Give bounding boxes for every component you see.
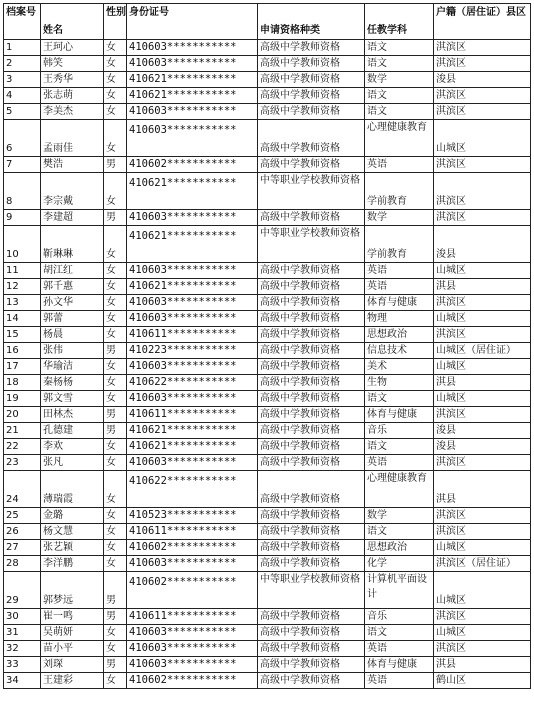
cell-file-no: 22 [4, 439, 41, 455]
cell-gender: 男 [104, 157, 127, 173]
cell-residence: 山城区 [434, 263, 531, 279]
cell-gender: 女 [104, 279, 127, 295]
cell-residence: 淇滨区（居住证） [434, 556, 531, 572]
cell-subject: 语文 [365, 56, 434, 72]
cell-subject: 生物 [365, 375, 434, 391]
cell-residence: 淇滨区 [434, 295, 531, 311]
cell-residence: 淇县 [434, 279, 531, 295]
cell-qualification: 高级中学教师资格 [258, 375, 365, 391]
cell-residence: 淇县 [434, 375, 531, 391]
cell-name: 李洋鹏 [41, 556, 104, 572]
cell-subject: 数学 [365, 72, 434, 88]
cell-gender: 男 [104, 572, 127, 609]
cell-name: 李美杰 [41, 104, 104, 120]
cell-gender: 女 [104, 524, 127, 540]
cell-residence: 淇滨区 [434, 210, 531, 226]
roster-body [4, 40, 531, 689]
table-row [4, 609, 531, 625]
table-row [4, 641, 531, 657]
cell-id-no: 410621*********** [127, 439, 258, 455]
cell-subject: 语文 [365, 104, 434, 120]
cell-gender: 女 [104, 375, 127, 391]
cell-residence: 淇滨区 [434, 56, 531, 72]
cell-file-no: 10 [4, 226, 41, 263]
cell-name: 张艺颖 [41, 540, 104, 556]
cell-file-no: 23 [4, 455, 41, 471]
cell-file-no: 13 [4, 295, 41, 311]
cell-name: 胡江红 [41, 263, 104, 279]
cell-qualification: 中等职业学校教师资格 [258, 226, 365, 263]
cell-id-no: 410523*********** [127, 508, 258, 524]
cell-gender: 女 [104, 439, 127, 455]
cell-subject: 思想政治 [365, 540, 434, 556]
table-row [4, 359, 531, 375]
cell-gender: 女 [104, 508, 127, 524]
cell-file-no: 1 [4, 40, 41, 56]
cell-qualification: 高级中学教师资格 [258, 295, 365, 311]
table-row [4, 157, 531, 173]
cell-file-no: 19 [4, 391, 41, 407]
cell-name: 王珂心 [41, 40, 104, 56]
cell-name: 张伟 [41, 343, 104, 359]
cell-file-no: 9 [4, 210, 41, 226]
cell-file-no: 30 [4, 609, 41, 625]
cell-id-no: 410603*********** [127, 56, 258, 72]
cell-id-no: 410602*********** [127, 540, 258, 556]
cell-id-no: 410603*********** [127, 359, 258, 375]
roster-table [3, 3, 531, 689]
cell-residence: 淇滨区 [434, 641, 531, 657]
cell-subject: 音乐 [365, 423, 434, 439]
cell-id-no: 410621*********** [127, 423, 258, 439]
table-row [4, 423, 531, 439]
table-row [4, 40, 531, 56]
cell-qualification: 高级中学教师资格 [258, 40, 365, 56]
cell-id-no: 410603*********** [127, 556, 258, 572]
cell-file-no: 8 [4, 173, 41, 210]
cell-name: 孙文华 [41, 295, 104, 311]
cell-file-no: 6 [4, 120, 41, 157]
cell-id-no: 410603*********** [127, 295, 258, 311]
cell-file-no: 33 [4, 657, 41, 673]
cell-qualification: 高级中学教师资格 [258, 455, 365, 471]
cell-gender: 女 [104, 173, 127, 210]
table-row [4, 88, 531, 104]
cell-subject: 英语 [365, 279, 434, 295]
cell-file-no: 27 [4, 540, 41, 556]
cell-subject: 英语 [365, 673, 434, 689]
cell-residence: 淇滨区 [434, 157, 531, 173]
cell-residence: 山城区 [434, 359, 531, 375]
cell-subject: 英语 [365, 263, 434, 279]
cell-name: 刘琛 [41, 657, 104, 673]
cell-subject: 学前教育 [365, 173, 434, 210]
cell-subject: 体育与健康 [365, 295, 434, 311]
cell-name: 孟雨佳 [41, 120, 104, 157]
cell-qualification: 高级中学教师资格 [258, 625, 365, 641]
cell-id-no: 410622*********** [127, 375, 258, 391]
cell-gender: 女 [104, 88, 127, 104]
table-row [4, 407, 531, 423]
cell-qualification: 高级中学教师资格 [258, 673, 365, 689]
cell-id-no: 410603*********** [127, 40, 258, 56]
cell-name: 孔德建 [41, 423, 104, 439]
cell-id-no: 410603*********** [127, 625, 258, 641]
cell-name: 杨文慧 [41, 524, 104, 540]
cell-gender: 男 [104, 210, 127, 226]
cell-name: 李欢 [41, 439, 104, 455]
cell-gender: 女 [104, 40, 127, 56]
cell-file-no: 12 [4, 279, 41, 295]
table-row [4, 471, 531, 508]
cell-qualification: 高级中学教师资格 [258, 56, 365, 72]
cell-gender: 女 [104, 56, 127, 72]
table-header-row [4, 4, 531, 40]
cell-subject: 思想政治 [365, 327, 434, 343]
cell-residence: 浚县 [434, 439, 531, 455]
cell-residence: 淇滨区 [434, 40, 531, 56]
table-row [4, 120, 531, 157]
cell-qualification: 高级中学教师资格 [258, 279, 365, 295]
cell-gender: 女 [104, 625, 127, 641]
cell-subject: 语文 [365, 439, 434, 455]
header-qualification: 申请资格种类 [258, 4, 365, 40]
cell-qualification: 高级中学教师资格 [258, 359, 365, 375]
cell-subject: 英语 [365, 455, 434, 471]
cell-subject: 语文 [365, 391, 434, 407]
cell-residence: 淇滨区 [434, 104, 531, 120]
cell-gender: 女 [104, 556, 127, 572]
cell-id-no: 410603*********** [127, 120, 258, 157]
cell-gender: 女 [104, 455, 127, 471]
cell-id-no: 410603*********** [127, 311, 258, 327]
cell-qualification: 高级中学教师资格 [258, 471, 365, 508]
cell-residence: 淇滨区 [434, 88, 531, 104]
table-row [4, 625, 531, 641]
cell-id-no: 410602*********** [127, 673, 258, 689]
cell-qualification: 高级中学教师资格 [258, 210, 365, 226]
table-row [4, 375, 531, 391]
cell-qualification: 高级中学教师资格 [258, 657, 365, 673]
table-row [4, 524, 531, 540]
cell-id-no: 410622*********** [127, 471, 258, 508]
cell-file-no: 25 [4, 508, 41, 524]
cell-name: 王建彩 [41, 673, 104, 689]
cell-name: 苗小平 [41, 641, 104, 657]
cell-qualification: 高级中学教师资格 [258, 343, 365, 359]
cell-residence: 淇滨区 [434, 173, 531, 210]
table-row [4, 556, 531, 572]
cell-gender: 女 [104, 673, 127, 689]
cell-gender: 女 [104, 120, 127, 157]
cell-residence: 淇县 [434, 471, 531, 508]
cell-qualification: 高级中学教师资格 [258, 120, 365, 157]
cell-subject: 体育与健康 [365, 407, 434, 423]
table-row [4, 455, 531, 471]
cell-qualification: 高级中学教师资格 [258, 423, 365, 439]
header-residence: 户籍（居住证）县区 [434, 4, 531, 40]
cell-qualification: 高级中学教师资格 [258, 407, 365, 423]
table-row [4, 657, 531, 673]
cell-subject: 信息技术 [365, 343, 434, 359]
cell-residence: 淇滨区 [434, 327, 531, 343]
cell-id-no: 410621*********** [127, 173, 258, 210]
cell-qualification: 高级中学教师资格 [258, 104, 365, 120]
cell-id-no: 410621*********** [127, 88, 258, 104]
cell-file-no: 15 [4, 327, 41, 343]
cell-id-no: 410603*********** [127, 263, 258, 279]
cell-subject: 音乐 [365, 609, 434, 625]
table-row [4, 226, 531, 263]
cell-file-no: 29 [4, 572, 41, 609]
cell-subject: 英语 [365, 157, 434, 173]
cell-file-no: 24 [4, 471, 41, 508]
table-row [4, 572, 531, 609]
cell-name: 秦杨杨 [41, 375, 104, 391]
cell-file-no: 14 [4, 311, 41, 327]
table-row [4, 311, 531, 327]
table-row [4, 343, 531, 359]
cell-id-no: 410611*********** [127, 524, 258, 540]
cell-residence: 淇滨区 [434, 455, 531, 471]
cell-name: 金璐 [41, 508, 104, 524]
cell-qualification: 高级中学教师资格 [258, 88, 365, 104]
cell-file-no: 20 [4, 407, 41, 423]
cell-id-no: 410603*********** [127, 104, 258, 120]
cell-gender: 女 [104, 641, 127, 657]
table-row [4, 210, 531, 226]
cell-name: 薄瑞霞 [41, 471, 104, 508]
table-row [4, 540, 531, 556]
cell-gender: 男 [104, 407, 127, 423]
cell-subject: 美术 [365, 359, 434, 375]
cell-qualification: 高级中学教师资格 [258, 556, 365, 572]
table-row [4, 673, 531, 689]
cell-name: 郭文雪 [41, 391, 104, 407]
header-file-no: 档案号 [4, 4, 41, 40]
cell-name: 华瑜洁 [41, 359, 104, 375]
cell-gender: 女 [104, 104, 127, 120]
cell-name: 韩笑 [41, 56, 104, 72]
cell-name: 郭蕾 [41, 311, 104, 327]
cell-id-no: 410603*********** [127, 641, 258, 657]
cell-id-no: 410603*********** [127, 657, 258, 673]
cell-subject: 心理健康教育 [365, 471, 434, 508]
cell-name: 崔一鸣 [41, 609, 104, 625]
cell-id-no: 410603*********** [127, 455, 258, 471]
cell-qualification: 高级中学教师资格 [258, 508, 365, 524]
cell-gender: 女 [104, 471, 127, 508]
table-row [4, 173, 531, 210]
cell-residence: 山城区 [434, 120, 531, 157]
cell-name: 郭梦远 [41, 572, 104, 609]
cell-name: 吴萌妍 [41, 625, 104, 641]
cell-qualification: 高级中学教师资格 [258, 327, 365, 343]
cell-gender: 女 [104, 391, 127, 407]
cell-name: 田林杰 [41, 407, 104, 423]
cell-subject: 语文 [365, 40, 434, 56]
cell-residence: 山城区（居住证） [434, 343, 531, 359]
cell-file-no: 7 [4, 157, 41, 173]
cell-qualification: 中等职业学校教师资格 [258, 572, 365, 609]
cell-file-no: 3 [4, 72, 41, 88]
cell-residence: 淇滨区 [434, 407, 531, 423]
cell-residence: 浚县 [434, 72, 531, 88]
table-row [4, 104, 531, 120]
table-row [4, 72, 531, 88]
cell-gender: 女 [104, 295, 127, 311]
cell-file-no: 34 [4, 673, 41, 689]
header-id-no: 身份证号 [127, 4, 258, 40]
cell-qualification: 高级中学教师资格 [258, 311, 365, 327]
header-gender: 性别 [104, 4, 127, 40]
cell-subject: 数学 [365, 508, 434, 524]
table-row [4, 56, 531, 72]
cell-residence: 山城区 [434, 311, 531, 327]
cell-file-no: 16 [4, 343, 41, 359]
cell-gender: 女 [104, 226, 127, 263]
cell-gender: 女 [104, 263, 127, 279]
cell-file-no: 2 [4, 56, 41, 72]
table-row [4, 439, 531, 455]
cell-qualification: 高级中学教师资格 [258, 391, 365, 407]
header-name: 姓名 [41, 4, 104, 40]
cell-name: 李建超 [41, 210, 104, 226]
cell-file-no: 21 [4, 423, 41, 439]
cell-subject: 体育与健康 [365, 657, 434, 673]
cell-name: 张志萌 [41, 88, 104, 104]
cell-gender: 女 [104, 359, 127, 375]
cell-residence: 淇滨区 [434, 609, 531, 625]
cell-name: 靳琳琳 [41, 226, 104, 263]
cell-id-no: 410223*********** [127, 343, 258, 359]
cell-file-no: 28 [4, 556, 41, 572]
cell-residence: 山城区 [434, 572, 531, 609]
cell-qualification: 中等职业学校教师资格 [258, 173, 365, 210]
cell-gender: 女 [104, 311, 127, 327]
cell-residence: 淇滨区 [434, 508, 531, 524]
cell-id-no: 410602*********** [127, 572, 258, 609]
cell-qualification: 高级中学教师资格 [258, 641, 365, 657]
cell-name: 樊浩 [41, 157, 104, 173]
cell-subject: 语文 [365, 625, 434, 641]
cell-residence: 山城区 [434, 625, 531, 641]
cell-name: 张凡 [41, 455, 104, 471]
cell-qualification: 高级中学教师资格 [258, 524, 365, 540]
cell-id-no: 410603*********** [127, 210, 258, 226]
cell-name: 王秀华 [41, 72, 104, 88]
cell-id-no: 410611*********** [127, 609, 258, 625]
cell-subject: 计算机平面设计 [365, 572, 434, 609]
cell-qualification: 高级中学教师资格 [258, 540, 365, 556]
table-row [4, 327, 531, 343]
cell-id-no: 410602*********** [127, 157, 258, 173]
cell-qualification: 高级中学教师资格 [258, 72, 365, 88]
cell-qualification: 高级中学教师资格 [258, 439, 365, 455]
table-row [4, 508, 531, 524]
table-row [4, 295, 531, 311]
cell-file-no: 31 [4, 625, 41, 641]
cell-gender: 男 [104, 657, 127, 673]
cell-subject: 数学 [365, 210, 434, 226]
cell-name: 李宗戴 [41, 173, 104, 210]
cell-gender: 男 [104, 423, 127, 439]
table-row [4, 391, 531, 407]
cell-subject: 化学 [365, 556, 434, 572]
cell-id-no: 410611*********** [127, 407, 258, 423]
cell-id-no: 410603*********** [127, 391, 258, 407]
cell-gender: 女 [104, 72, 127, 88]
table-row [4, 263, 531, 279]
cell-qualification: 高级中学教师资格 [258, 609, 365, 625]
cell-id-no: 410611*********** [127, 327, 258, 343]
cell-residence: 山城区 [434, 540, 531, 556]
cell-qualification: 高级中学教师资格 [258, 263, 365, 279]
cell-subject: 英语 [365, 641, 434, 657]
cell-id-no: 410621*********** [127, 279, 258, 295]
cell-file-no: 32 [4, 641, 41, 657]
header-subject: 任教学科 [365, 4, 434, 40]
cell-file-no: 4 [4, 88, 41, 104]
cell-file-no: 26 [4, 524, 41, 540]
table-row [4, 279, 531, 295]
cell-subject: 物理 [365, 311, 434, 327]
cell-residence: 淇县 [434, 657, 531, 673]
cell-subject: 语文 [365, 524, 434, 540]
cell-residence: 浚县 [434, 226, 531, 263]
cell-subject: 学前教育 [365, 226, 434, 263]
cell-name: 郭千惠 [41, 279, 104, 295]
cell-gender: 女 [104, 327, 127, 343]
cell-file-no: 18 [4, 375, 41, 391]
cell-file-no: 11 [4, 263, 41, 279]
cell-gender: 女 [104, 540, 127, 556]
cell-residence: 浚县 [434, 423, 531, 439]
cell-qualification: 高级中学教师资格 [258, 157, 365, 173]
cell-id-no: 410621*********** [127, 72, 258, 88]
cell-gender: 男 [104, 609, 127, 625]
cell-gender: 男 [104, 343, 127, 359]
cell-file-no: 17 [4, 359, 41, 375]
cell-name: 杨晨 [41, 327, 104, 343]
cell-file-no: 5 [4, 104, 41, 120]
cell-residence: 鹤山区 [434, 673, 531, 689]
cell-residence: 淇滨区 [434, 524, 531, 540]
cell-subject: 语文 [365, 88, 434, 104]
cell-subject: 心理健康教育 [365, 120, 434, 157]
cell-residence: 山城区 [434, 391, 531, 407]
cell-id-no: 410621*********** [127, 226, 258, 263]
